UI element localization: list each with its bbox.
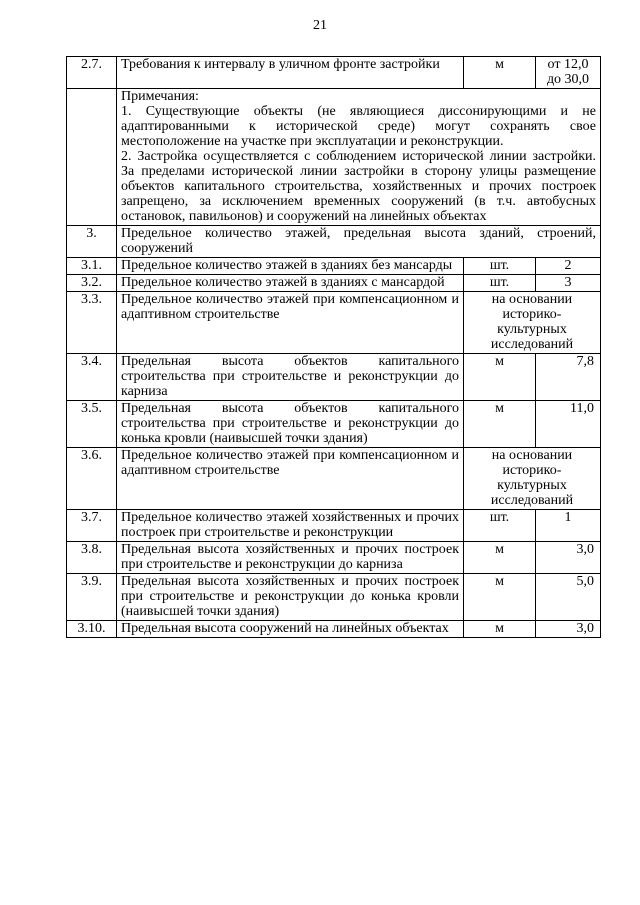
row-value: 1: [536, 510, 601, 542]
row-unit: м: [464, 354, 536, 401]
value-line: культурных: [497, 322, 567, 337]
row-value: 3: [536, 275, 601, 292]
table-row: [67, 57, 601, 89]
row-unit: м: [464, 57, 536, 89]
row-value: 2: [536, 258, 601, 275]
notes-heading: Примечания:: [121, 89, 199, 104]
value-line: от 12,0: [547, 57, 589, 72]
row-description: Предельное количество этажей в зданиях без мансарды: [117, 258, 464, 275]
row-unit: шт.: [464, 258, 536, 275]
row-unit: шт.: [464, 275, 536, 292]
row-number: 3.1.: [67, 258, 117, 275]
row-unit: м: [464, 621, 536, 638]
row-number: 3.6.: [67, 448, 117, 510]
table-row-notes: [67, 89, 601, 226]
value-line: культурных: [497, 478, 567, 493]
row-description: Предельное количество этажей в зданиях с мансардой: [117, 275, 464, 292]
row-description: Предельное количество этажей при компенсационном и адаптивном строительстве: [117, 448, 464, 510]
row-unit: м: [464, 542, 536, 574]
row-value-span: [464, 448, 601, 510]
value-line: исследований: [490, 493, 574, 508]
table-row: [67, 354, 601, 401]
regulations-table: [66, 56, 601, 638]
section-title: Предельное количество этажей, предельная высота зданий, строений, сооружений: [117, 226, 601, 258]
row-description: Предельная высота хозяйственных и прочих построек при строительстве и реконструкции до конька кровли (наивысшей точки здания): [117, 574, 464, 621]
row-number: 3.8.: [67, 542, 117, 574]
table-row: [67, 621, 601, 638]
note-item: 2. Застройка осуществляется с соблюдением исторической линии застройки. За пределами исторической линии застройки в сторону улицы размещение объектов капитального строительства, хозяйственных и прочих построек запрещено, за исключением временных сооружений (в т.ч. автобусных остановок, павильонов) и сооружений на линейных объектах: [121, 149, 596, 224]
row-description: Предельная высота объектов капитального строительства при строительстве и реконструкции до конька кровли (наивысшей точки здания): [117, 401, 464, 448]
row-unit: м: [464, 401, 536, 448]
row-description: Предельная высота объектов капитального строительства при строительстве и реконструкции до карниза: [117, 354, 464, 401]
row-description: Предельная высота хозяйственных и прочих построек при строительстве и реконструкции до карниза: [117, 542, 464, 574]
row-description: Предельное количество этажей хозяйственных и прочих построек при строительстве и реконструкции: [117, 510, 464, 542]
row-unit: м: [464, 574, 536, 621]
table-row: [67, 258, 601, 275]
page-number: 21: [313, 18, 327, 33]
value-line: на основании: [491, 448, 573, 463]
row-value-span: [464, 292, 601, 354]
row-value: 5,0: [536, 574, 601, 621]
row-number: 3.9.: [67, 574, 117, 621]
row-unit: шт.: [464, 510, 536, 542]
value-line: на основании: [491, 292, 573, 307]
row-number: 3.4.: [67, 354, 117, 401]
table-row: [67, 275, 601, 292]
table-row: [67, 542, 601, 574]
value-line: исследований: [490, 337, 574, 352]
row-number: 3.7.: [67, 510, 117, 542]
value-line: историко-: [502, 307, 562, 322]
row-description: Предельное количество этажей при компенсационном и адаптивном строительстве: [117, 292, 464, 354]
row-number: 3.5.: [67, 401, 117, 448]
row-number-empty: [67, 89, 117, 226]
row-number: 3.10.: [67, 621, 117, 638]
row-value: 7,8: [536, 354, 601, 401]
row-number: 3.: [67, 226, 117, 258]
table-row: [67, 510, 601, 542]
row-description: Предельная высота сооружений на линейных объектах: [117, 621, 464, 638]
row-number: 3.3.: [67, 292, 117, 354]
row-value: [536, 57, 601, 89]
row-number: 3.2.: [67, 275, 117, 292]
row-value: 3,0: [536, 621, 601, 638]
note-item: 1. Существующие объекты (не являющиеся диссонирующими и не адаптированными к исторической среде) могут сохранять свое местоположение на участке при эксплуатации и реконструкции.: [121, 104, 596, 149]
value-line: до 30,0: [546, 72, 590, 87]
table-row: [67, 292, 601, 354]
row-value: 11,0: [536, 401, 601, 448]
row-value: 3,0: [536, 542, 601, 574]
table-row: [67, 574, 601, 621]
table-row-section: [67, 226, 601, 258]
row-description: Требования к интервалу в уличном фронте застройки: [117, 57, 464, 89]
table-row: [67, 401, 601, 448]
table-row: [67, 448, 601, 510]
value-line: историко-: [502, 463, 562, 478]
notes-cell: [117, 89, 601, 226]
row-number: 2.7.: [67, 57, 117, 89]
